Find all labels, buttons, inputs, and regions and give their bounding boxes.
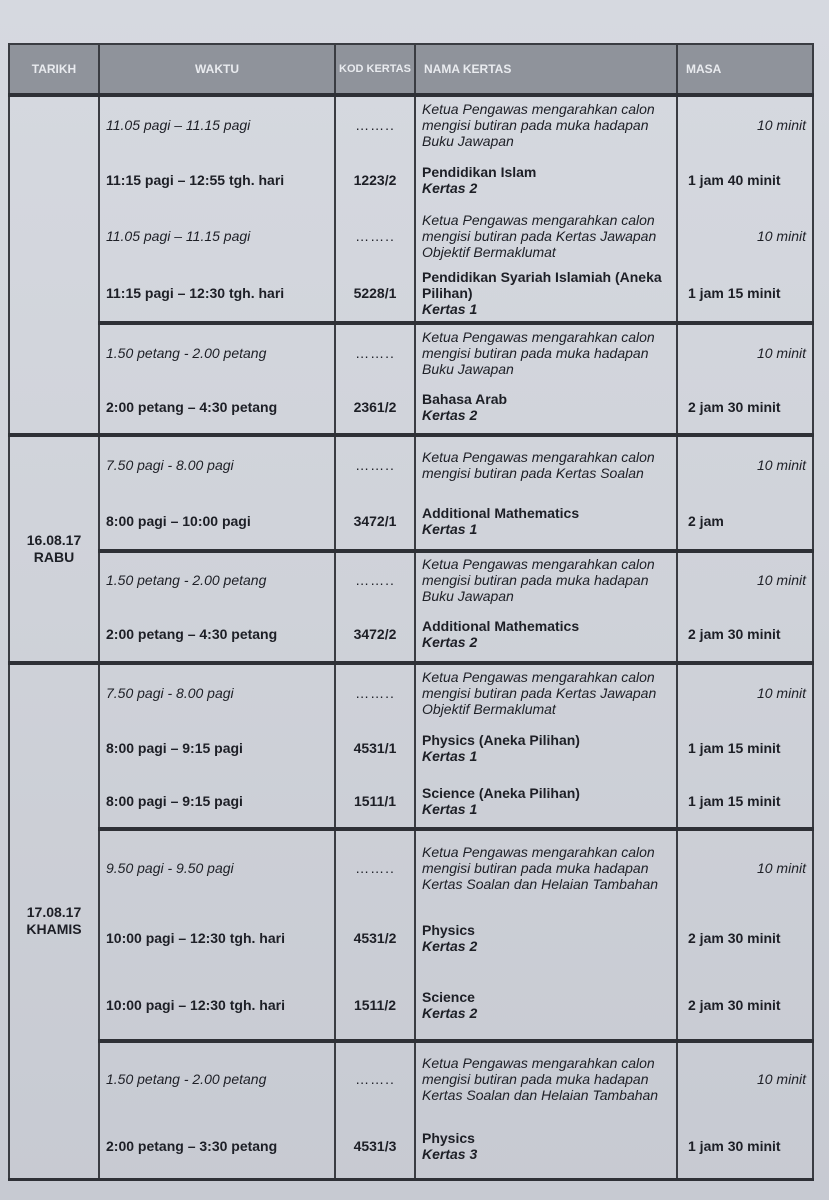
nama-cell xyxy=(415,1115,677,1179)
masa-cell: 10 minit xyxy=(677,1041,813,1115)
tarikh-cell xyxy=(9,435,99,663)
kod-cell: …….. xyxy=(335,829,415,905)
table-row xyxy=(9,551,813,607)
kertas-label: Kertas 1 xyxy=(422,301,478,317)
table-row xyxy=(9,1041,813,1115)
waktu-cell: 1.50 petang - 2.00 petang xyxy=(99,1041,335,1115)
instruction-text: Ketua Pengawas mengarahkan calon mengisi butiran pada muka hadapan Kertas Soalan dan Helaian Tambahan xyxy=(422,1055,659,1103)
nama-cell xyxy=(415,663,677,721)
waktu-cell: 10:00 pagi – 12:30 tgh. hari xyxy=(99,971,335,1041)
kertas-label: Kertas 1 xyxy=(422,748,478,764)
table-row xyxy=(9,721,813,775)
subject-name: Physics (Aneka Pilihan) xyxy=(422,732,580,748)
nama-cell xyxy=(415,607,677,663)
table-row xyxy=(9,663,813,721)
masa-cell: 2 jam 30 minit xyxy=(677,905,813,971)
kod-cell: 5228/1 xyxy=(335,265,415,323)
kod-cell: 1511/2 xyxy=(335,971,415,1041)
waktu-cell: 8:00 pagi – 10:00 pagi xyxy=(99,493,335,551)
masa-cell: 10 minit xyxy=(677,95,813,153)
table-row xyxy=(9,207,813,265)
date-label: 16.08.17 xyxy=(26,532,82,548)
masa-cell: 1 jam 15 minit xyxy=(677,265,813,323)
waktu-cell: 11:15 pagi – 12:55 tgh. hari xyxy=(99,153,335,207)
kertas-label: Kertas 1 xyxy=(422,801,478,817)
nama-cell xyxy=(415,381,677,435)
nama-cell xyxy=(415,95,677,153)
header-tarikh: TARIKH xyxy=(9,44,99,95)
header-waktu: WAKTU xyxy=(99,44,335,95)
waktu-cell: 8:00 pagi – 9:15 pagi xyxy=(99,721,335,775)
subject-name: Physics xyxy=(422,1130,475,1147)
kod-cell: …….. xyxy=(335,323,415,381)
kod-cell: 3472/1 xyxy=(335,493,415,551)
day-label: KHAMIS xyxy=(26,921,82,938)
kod-cell: 4531/2 xyxy=(335,905,415,971)
kod-cell: 1511/1 xyxy=(335,775,415,829)
header-nama-kertas: NAMA KERTAS xyxy=(415,44,677,95)
table-row xyxy=(9,435,813,493)
masa-cell: 1 jam 30 minit xyxy=(677,1115,813,1179)
waktu-cell: 11:15 pagi – 12:30 tgh. hari xyxy=(99,265,335,323)
instruction-text: Ketua Pengawas mengarahkan calon mengisi butiran pada muka hadapan Buku Jawapan xyxy=(422,329,655,377)
instruction-text: Ketua Pengawas mengarahkan calon mengisi butiran pada muka hadapan Buku Jawapan xyxy=(422,556,655,604)
nama-cell xyxy=(415,207,677,265)
kertas-label: Kertas 2 xyxy=(422,180,478,196)
waktu-cell: 10:00 pagi – 12:30 tgh. hari xyxy=(99,905,335,971)
kod-cell: …….. xyxy=(335,1041,415,1115)
tarikh-cell xyxy=(9,663,99,1179)
table-row xyxy=(9,775,813,829)
masa-cell: 1 jam 15 minit xyxy=(677,721,813,775)
kod-cell: 1223/2 xyxy=(335,153,415,207)
date-label: 17.08.17 xyxy=(26,904,82,921)
kod-cell: …….. xyxy=(335,95,415,153)
kertas-label: Kertas 2 xyxy=(422,634,478,650)
nama-cell xyxy=(415,829,677,905)
table-row xyxy=(9,493,813,551)
masa-cell: 10 minit xyxy=(677,435,813,493)
masa-cell: 10 minit xyxy=(677,663,813,721)
header-row xyxy=(9,44,813,95)
subject-name: Bahasa Arab xyxy=(422,391,508,407)
table-row xyxy=(9,265,813,323)
waktu-cell: 1.50 petang - 2.00 petang xyxy=(99,323,335,381)
instruction-text: Ketua Pengawas mengarahkan calon mengisi butiran pada muka hadapan Kertas Soalan dan Helaian Tambahan xyxy=(422,844,659,892)
waktu-cell: 2:00 petang – 3:30 petang xyxy=(99,1115,335,1179)
nama-cell xyxy=(415,265,677,323)
table-row xyxy=(9,381,813,435)
subject-name: Pendidikan Syariah Islamiah (Aneka Pilihan) xyxy=(422,269,662,301)
masa-cell: 2 jam xyxy=(677,493,813,551)
waktu-cell: 7.50 pagi - 8.00 pagi xyxy=(99,663,335,721)
waktu-cell: 2:00 petang – 4:30 petang xyxy=(99,607,335,663)
subject-name: Additional Mathematics xyxy=(422,505,580,521)
header-kod-kertas: KOD KERTAS xyxy=(335,44,415,95)
tarikh-cell xyxy=(9,95,99,435)
waktu-cell: 9.50 pagi - 9.50 pagi xyxy=(99,829,335,905)
waktu-cell: 2:00 petang – 4:30 petang xyxy=(99,381,335,435)
table-row xyxy=(9,905,813,971)
kod-cell: …….. xyxy=(335,551,415,607)
kod-cell: 4531/3 xyxy=(335,1115,415,1179)
instruction-text: Ketua Pengawas mengarahkan calon mengisi butiran pada muka hadapan Buku Jawapan xyxy=(422,101,655,149)
table-row xyxy=(9,829,813,905)
masa-cell: 10 minit xyxy=(677,207,813,265)
nama-cell xyxy=(415,493,677,551)
nama-cell xyxy=(415,323,677,381)
nama-cell xyxy=(415,905,677,971)
instruction-text: Ketua Pengawas mengarahkan calon mengisi butiran pada Kertas Soalan xyxy=(422,449,655,481)
subject-name: Science (Aneka Pilihan) xyxy=(422,785,580,801)
masa-cell: 1 jam 40 minit xyxy=(677,153,813,207)
masa-cell: 1 jam 15 minit xyxy=(677,775,813,829)
kertas-label: Kertas 2 xyxy=(422,1005,478,1021)
table-row xyxy=(9,153,813,207)
instruction-text: Ketua Pengawas mengarahkan calon mengisi butiran pada Kertas Jawapan Objektif Bermaklumat xyxy=(422,212,657,260)
nama-cell xyxy=(415,551,677,607)
masa-cell: 10 minit xyxy=(677,551,813,607)
exam-schedule-table xyxy=(8,43,814,1181)
table-row xyxy=(9,607,813,663)
waktu-cell: 7.50 pagi - 8.00 pagi xyxy=(99,435,335,493)
kod-cell: 3472/2 xyxy=(335,607,415,663)
masa-cell: 2 jam 30 minit xyxy=(677,381,813,435)
subject-name: Additional Mathematics xyxy=(422,618,580,634)
table-row xyxy=(9,971,813,1041)
waktu-cell: 11.05 pagi – 11.15 pagi xyxy=(99,95,335,153)
kertas-label: Kertas 3 xyxy=(422,1146,478,1163)
kertas-label: Kertas 2 xyxy=(422,407,478,423)
masa-cell: 10 minit xyxy=(677,829,813,905)
table-row xyxy=(9,1115,813,1179)
nama-cell xyxy=(415,971,677,1041)
subject-name: Pendidikan Islam xyxy=(422,164,537,180)
kertas-label: Kertas 1 xyxy=(422,521,478,537)
nama-cell xyxy=(415,1041,677,1115)
waktu-cell: 11.05 pagi – 11.15 pagi xyxy=(99,207,335,265)
nama-cell xyxy=(415,153,677,207)
waktu-cell: 1.50 petang - 2.00 petang xyxy=(99,551,335,607)
instruction-text: Ketua Pengawas mengarahkan calon mengisi butiran pada Kertas Jawapan Objektif Bermaklumat xyxy=(422,669,657,717)
masa-cell: 10 minit xyxy=(677,323,813,381)
kod-cell: …….. xyxy=(335,663,415,721)
table-row xyxy=(9,95,813,153)
waktu-cell: 8:00 pagi – 9:15 pagi xyxy=(99,775,335,829)
kod-cell: …….. xyxy=(335,435,415,493)
kod-cell: …….. xyxy=(335,207,415,265)
nama-cell xyxy=(415,435,677,493)
header-masa: MASA xyxy=(677,44,813,95)
subject-name: Science xyxy=(422,989,475,1005)
nama-cell xyxy=(415,775,677,829)
nama-cell xyxy=(415,721,677,775)
kertas-label: Kertas 2 xyxy=(422,938,478,954)
subject-name: Physics xyxy=(422,922,475,938)
kod-cell: 4531/1 xyxy=(335,721,415,775)
masa-cell: 2 jam 30 minit xyxy=(677,971,813,1041)
day-label: RABU xyxy=(33,549,75,565)
table-row xyxy=(9,323,813,381)
kod-cell: 2361/2 xyxy=(335,381,415,435)
masa-cell: 2 jam 30 minit xyxy=(677,607,813,663)
